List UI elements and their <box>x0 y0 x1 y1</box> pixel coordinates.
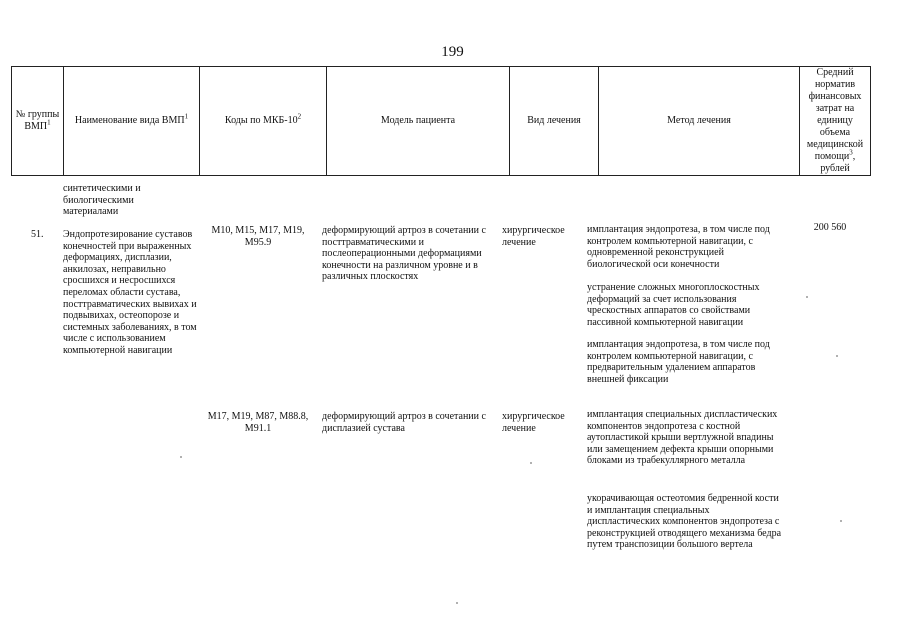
header-average-cost-unit: , рублей <box>820 151 856 174</box>
scan-speck <box>836 355 838 357</box>
footnote-ref: 1 <box>184 112 189 121</box>
header-icd-codes-label: Коды по МКБ-10 <box>224 115 298 126</box>
patient-model: деформирующий артроз в сочетании с посттравматическими и послеоперационными деформациями конечности на различном уровне и в различных плоскостях <box>322 225 486 283</box>
header-treatment-type <box>510 67 599 176</box>
footnote-ref: 3 <box>849 148 853 157</box>
header-patient-model <box>327 67 510 176</box>
header-vmp-name-label: Наименование вида ВМП <box>74 115 185 126</box>
vmp-name: Эндопротезирование суставов конечностей при выраженных деформациях, дисплазии, анкилозах, неправильно сросшихся и несросшихся переломах области сустава, посттравматических вывихах и подвывихах, остеопорозе и системных заболеваниях, в том числе с использованием компьютерной навигации <box>63 229 197 356</box>
scan-speck <box>840 520 842 522</box>
continuation-text: синтетическими и биологическими материалами <box>63 183 141 218</box>
treatment-method: укорачивающая остеотомия бедренной кости и имплантация специальных диспластических компонентов эндопротеза с реконструкцией отводящего механизма бедра путем транспозиции большого вертела <box>587 493 782 551</box>
header-treatment-method-label: Метод лечения <box>667 115 731 126</box>
header-average-cost <box>800 67 871 176</box>
scan-speck <box>180 456 182 458</box>
header-average-cost-label: Средний норматив финансовых затрат на единицу объема медицинской помощи <box>806 67 864 162</box>
header-treatment-type-label: Вид лечения <box>527 115 581 126</box>
header-vmp-name <box>64 67 200 176</box>
icd-codes: M17, M19, M87, M88.8, M91.1 <box>207 411 309 434</box>
average-cost: 200 560 <box>813 222 847 233</box>
treatment-method: имплантация эндопротеза, в том числе под контролем компьютерной навигации, с одновременной реконструкцией биологической оси конечности <box>587 224 770 270</box>
treatment-type: хирургическое лечение <box>502 225 565 248</box>
header-icd-codes <box>200 67 327 176</box>
treatment-method: имплантация специальных диспластических компонентов эндопротеза с костной аутопластикой крыши вертлужной впадины или замещением дефекта крыши опорными блоками из трабекуллярного металла <box>587 409 778 467</box>
scan-speck <box>456 602 458 604</box>
icd-codes: M10, M15, M17, M19, M95.9 <box>211 225 305 248</box>
header-group-number-label: № группы ВМП <box>15 109 60 132</box>
treatment-method: имплантация эндопротеза, в том числе под контролем компьютерной навигации, с предварительным удалением аппаратов внешней фиксации <box>587 339 770 385</box>
treatment-method: устранение сложных многоплоскостных деформаций за счет использования чрескостных аппаратов со свойствами пассивной компьютерной навигации <box>587 282 760 328</box>
header-patient-model-label: Модель пациента <box>380 115 456 126</box>
footnote-ref: 2 <box>297 112 302 121</box>
scan-speck <box>806 296 808 298</box>
treatment-type: хирургическое лечение <box>502 411 565 434</box>
patient-model: деформирующий артроз в сочетании с дисплазией сустава <box>322 411 486 434</box>
group-number: 51. <box>31 229 44 240</box>
header-treatment-method <box>599 67 800 176</box>
footnote-ref: 1 <box>47 118 51 127</box>
table-header <box>11 66 871 176</box>
header-group-number <box>12 67 64 176</box>
scan-speck <box>530 462 532 464</box>
page-number: 199 <box>441 44 464 60</box>
